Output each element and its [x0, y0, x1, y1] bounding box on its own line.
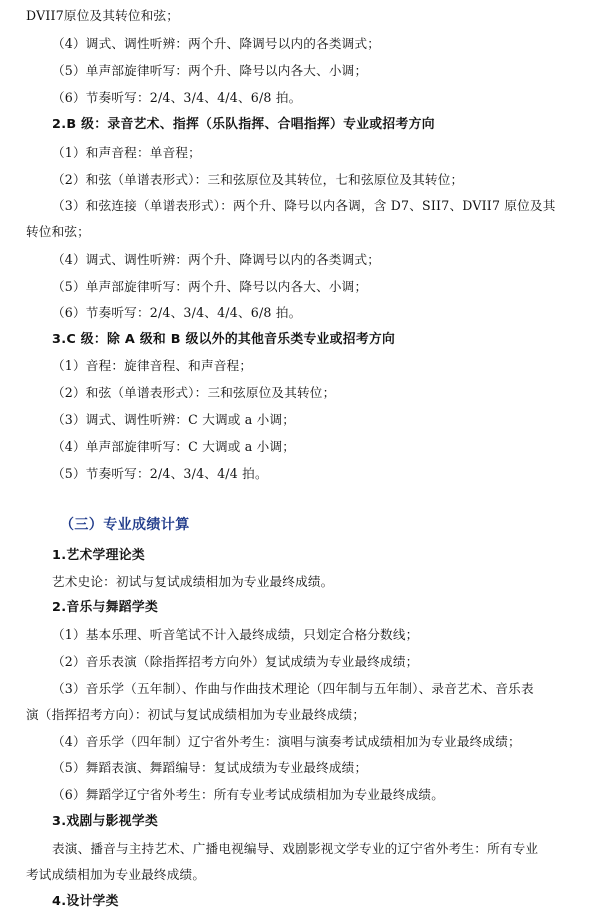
text-line: 演（指挥招考方向）：初试与复试成绩相加为专业最终成绩； — [26, 707, 366, 722]
list-item: （1）基本乐理、听音笔试不计入最终成绩，只划定合格分数线； — [52, 627, 419, 642]
list-item: （5）单声部旋律听写：两个升、降号以内各大、小调； — [52, 279, 368, 294]
list-item: （4）调式、调性听辨：两个升、降调号以内的各类调式； — [52, 36, 381, 51]
subsection-heading: 3.C 级：除 A 级和 B 级以外的其他音乐类专业或招考方向 — [52, 332, 396, 347]
text-line: DVII7原位及其转位和弦； — [26, 8, 180, 23]
subsection-heading: 2.音乐与舞蹈学类 — [52, 600, 159, 615]
list-item: （1）和声音程：单音程； — [52, 145, 201, 160]
list-item: （3）音乐学（五年制）、作曲与作曲技术理论（四年制与五年制）、录音艺术、音乐表 — [52, 681, 534, 696]
list-item: （6）舞蹈学辽宁省外考生：所有专业考试成绩相加为专业最终成绩。 — [52, 787, 445, 802]
list-item: （6）节奏听写：2/4、3/4、4/4、6/8 拍。 — [52, 90, 302, 105]
list-item: （5）舞蹈表演、舞蹈编导：复试成绩为专业最终成绩； — [52, 760, 368, 775]
subsection-heading: 2.B 级：录音艺术、指挥（乐队指挥、合唱指挥）专业或招考方向 — [52, 117, 435, 132]
list-item: （3）和弦连接（单谱表形式）：两个升、降号以内各调，含 D7、SII7、DVII7 原位及其 — [52, 198, 556, 213]
list-item: （6）节奏听写：2/4、3/4、4/4、6/8 拍。 — [52, 305, 302, 320]
list-item: （1）音程：旋律音程、和声音程； — [52, 358, 253, 373]
list-item: （3）调式、调性听辨：C 大调或 a 小调； — [52, 412, 296, 427]
list-item: （2）和弦（单谱表形式）：三和弦原位及其转位，七和弦原位及其转位； — [52, 172, 464, 187]
list-item: （2）音乐表演（除指挥招考方向外）复试成绩为专业最终成绩； — [52, 654, 419, 669]
subsection-heading: 1.艺术学理论类 — [52, 548, 145, 563]
list-item: （4）调式、调性听辨：两个升、降调号以内的各类调式； — [52, 252, 381, 267]
list-item: （4）音乐学（四年制）辽宁省外考生：演唱与演奏考试成绩相加为专业最终成绩； — [52, 734, 521, 749]
list-item: （2）和弦（单谱表形式）：三和弦原位及其转位； — [52, 385, 336, 400]
subsection-heading: 3.戏剧与影视学类 — [52, 814, 159, 829]
list-item: （5）节奏听写：2/4、3/4、4/4 拍。 — [52, 466, 268, 481]
text-line: 转位和弦； — [26, 224, 90, 239]
list-item: （5）单声部旋律听写：两个升、降号以内各大、小调； — [52, 63, 368, 78]
subsection-heading: 4.设计学类 — [52, 894, 119, 909]
list-item: 表演、播音与主持艺术、广播电视编导、戏剧影视文学专业的辽宁省外考生：所有专业 — [52, 841, 539, 856]
text-line: 考试成绩相加为专业最终成绩。 — [26, 867, 206, 882]
list-item: 艺术史论：初试与复试成绩相加为专业最终成绩。 — [52, 574, 334, 589]
list-item: （4）单声部旋律听写：C 大调或 a 小调； — [52, 439, 296, 454]
section-title: （三）专业成绩计算 — [60, 517, 190, 533]
